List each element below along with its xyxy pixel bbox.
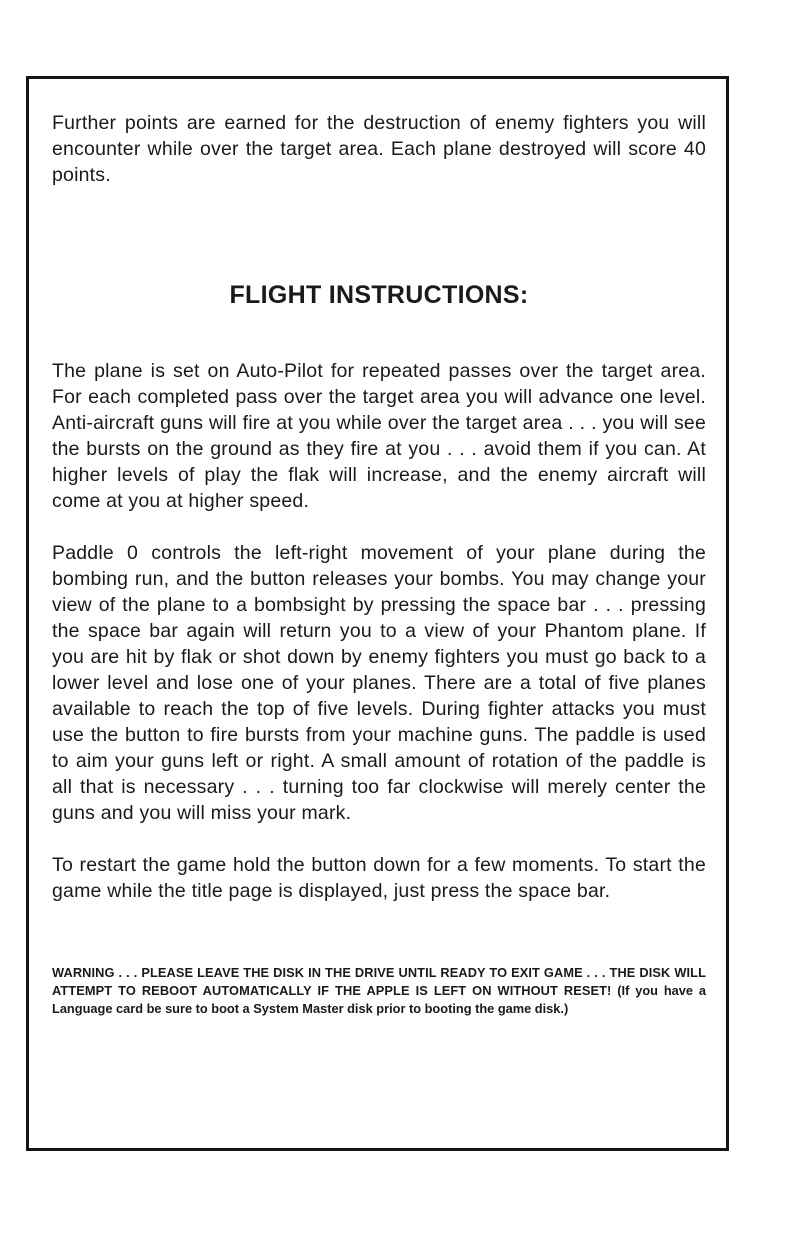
- warning-caps-text: WARNING . . . PLEASE LEAVE THE DISK IN THE DRIVE UNTIL READY TO EXIT GAME . . . THE DISK WILL ATTEMPT TO REBOOT AUTOMATICALLY IF THE APPLE IS LEFT ON WITHOUT RESET!: [52, 965, 706, 998]
- paragraph-restart: To restart the game hold the button down for a few moments. To start the game while the title page is displayed, just press the space bar.: [52, 854, 706, 902]
- intro-paragraph: Further points are earned for the destruction of enemy fighters you will encounter while over the target area. Each plane destroyed will score 40 points.: [52, 112, 706, 186]
- manual-page-content: [52, 110, 706, 1018]
- paragraph-controls: Paddle 0 controls the left-right movement of your plane during the bombing run, and the button releases your bombs. You may change your view of the plane to a bombsight by pressing the space bar . . . pressing the space bar again will return you to a view of your Phantom plane. If you are hit by flak or shot down by enemy fighters you must go back to a lower level and lose one of your planes. There are a total of five planes available to reach the top of five levels. During fighter attacks you must use the button to fire bursts from your machine guns. The paddle is used to aim your guns left or right. A small amount of rotation of the paddle is all that is necessary . . . turning too far clockwise will merely center the guns and you will miss your mark.: [52, 542, 706, 824]
- warning-language-card-note: (If you have a Language card be sure to boot a System Master disk prior to booting the game disk.): [52, 983, 706, 1016]
- paragraph-autopilot: The plane is set on Auto-Pilot for repeated passes over the target area. For each completed pass over the target area you will advance one level. Anti-aircraft guns will fire at you while over the target area . . . you will see the bursts on the ground as they fire at you . . . avoid them if you can. At higher levels of play the flak will increase, and the enemy aircraft will come at you at higher speed.: [52, 360, 706, 512]
- warning-notice: [52, 964, 706, 1018]
- section-heading: FLIGHT INSTRUCTIONS:: [229, 281, 529, 309]
